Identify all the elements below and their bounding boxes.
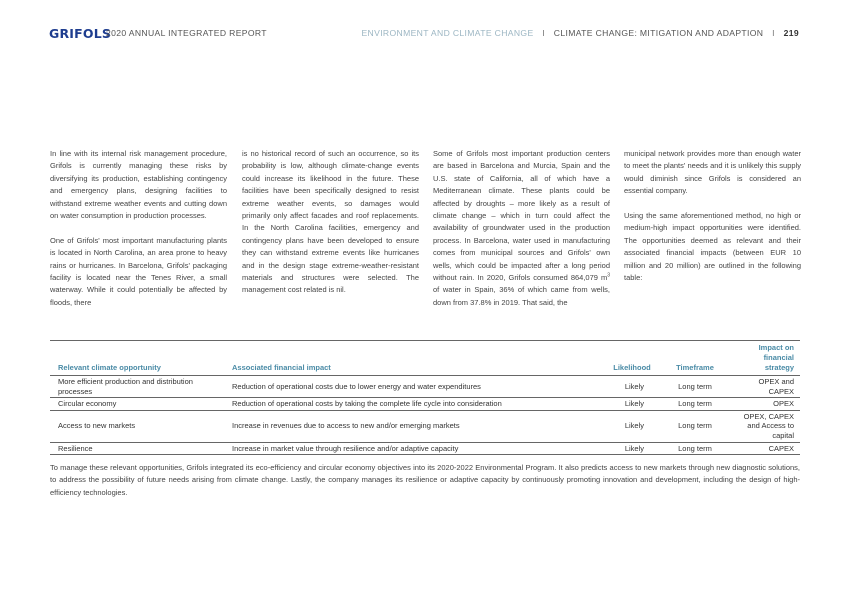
paragraph: One of Grifols' most important manufacturing plants is located in North Carolina, an area prone to heavy rains or hurricanes. In Barcelona, Grifols' packaging facility is located near the Tenes River, a small waterway. While it could potentially be affected by floods, there [50, 235, 227, 307]
superscript: 3 [607, 272, 610, 279]
cell-impact: Increase in market value through resilience and/or adaptive capacity [224, 442, 600, 455]
cell-likelihood: Likely [600, 376, 662, 398]
paragraph: Using the same aforementioned method, no high or medium-high impact opportunities were identified. The opportunities deemed as relevant and their associated financial impacts (between EUR 10 million and 20 million) are outlined in the following table: [624, 211, 801, 283]
page-number: 219 [783, 28, 799, 38]
cell-strategy: OPEX and CAPEX [726, 376, 800, 398]
text-column-1 [50, 148, 227, 309]
column-header-timeframe: Timeframe [662, 341, 726, 376]
table-row [50, 398, 800, 411]
text-column-4 [624, 148, 801, 284]
report-title: 2020 ANNUAL INTEGRATED REPORT [106, 28, 267, 38]
cell-opportunity: Resilience [50, 442, 224, 455]
closing-paragraph: To manage these relevant opportunities, Grifols integrated its eco-efficiency and circular economy objectives into its 2020-2022 Environmental Program. It also predicts access to new markets through new diagnostic solutions, to address the possibility of future needs arising from climate change. Lastly, the company manages its resilience or adaptive capacity by continuously promoting innovation and development, including the design of high-efficiency technologies. [50, 463, 800, 497]
text-column-3 [433, 148, 610, 309]
breadcrumb [361, 28, 799, 38]
table-row [50, 410, 800, 442]
cell-strategy: CAPEX [726, 442, 800, 455]
text-column-2 [242, 148, 419, 297]
paragraph-text: of water in Spain, 36% of which came from wells, down from 37.8% in 2019. That said, the [433, 285, 610, 307]
paragraph [433, 148, 610, 309]
table-header-row [50, 341, 800, 376]
climate-opportunities-table [50, 340, 800, 455]
breadcrumb-subsection[interactable]: CLIMATE CHANGE: MITIGATION AND ADAPTION [553, 28, 764, 38]
column-header-strategy: Impact on financial strategy [726, 341, 800, 376]
table-row [50, 376, 800, 398]
cell-likelihood: Likely [600, 442, 662, 455]
table-row [50, 442, 800, 455]
cell-impact: Increase in revenues due to access to new and/or emerging markets [224, 410, 600, 442]
column-header-impact: Associated financial impact [224, 341, 600, 376]
column-header-likelihood: Likelihood [600, 341, 662, 376]
cell-timeframe: Long term [662, 410, 726, 442]
paragraph-text: Some of Grifols most important production centers are based in Barcelona and Murcia, Spain and the U.S. state of California, all of which have a Mediterranean climate. These plants could be affected by droughts – more likely as a result of climate change – which in turn could affect the availability of groundwater used in the production process. In Barcelona, water used in manufacturing comes from municipal sources and Grifols' own wells, which could be impacted after a long period without rain. In 2020, Grifols consumed 864,079 m [433, 149, 610, 283]
cell-impact: Reduction of operational costs by taking the complete life cycle into consideration [224, 398, 600, 411]
cell-timeframe: Long term [662, 398, 726, 411]
paragraph: municipal network provides more than enough water to meet the plants' needs and it is unlikely this supply would diminish since Grifols is considered an essential company. [624, 149, 801, 196]
cell-timeframe: Long term [662, 376, 726, 398]
page-header [49, 27, 799, 41]
cell-strategy: OPEX, CAPEX and Access to capital [726, 410, 800, 442]
cell-likelihood: Likely [600, 410, 662, 442]
paragraph: is no historical record of such an occurrence, so its probability is low, although climate-change events could increase its likelihood in the future. These facilities have been specifically designed to resist extreme weather events, so damages would primarily only affect facades and roof replacements. In the North Carolina facilities, emergency and contingency plans have been developed to ensure they can withstand extreme events like hurricanes and in the design stage extreme-weather-resistant materials and structures were selected. The management cost related is nil. [242, 149, 419, 295]
cell-strategy: OPEX [726, 398, 800, 411]
body-text [50, 148, 801, 307]
cell-opportunity: Circular economy [50, 398, 224, 411]
breadcrumb-section[interactable]: ENVIRONMENT AND CLIMATE CHANGE [361, 28, 534, 38]
cell-likelihood: Likely [600, 398, 662, 411]
column-header-opportunity: Relevant climate opportunity [50, 341, 224, 376]
cell-timeframe: Long term [662, 442, 726, 455]
cell-opportunity: Access to new markets [50, 410, 224, 442]
cell-impact: Reduction of operational costs due to lower energy and water expenditures [224, 376, 600, 398]
breadcrumb-separator: I [542, 28, 546, 38]
breadcrumb-separator: I [772, 28, 775, 38]
grifols-logo: GRIFOLS [49, 26, 112, 41]
cell-opportunity: More efficient production and distribution processes [50, 376, 224, 398]
paragraph: In line with its internal risk management procedure, Grifols is currently managing these risks by diversifying its production, establishing contingency and emergency plans, designing facilities to withstand extreme weather events and cutting down on water consumption in production processes. [50, 149, 227, 221]
